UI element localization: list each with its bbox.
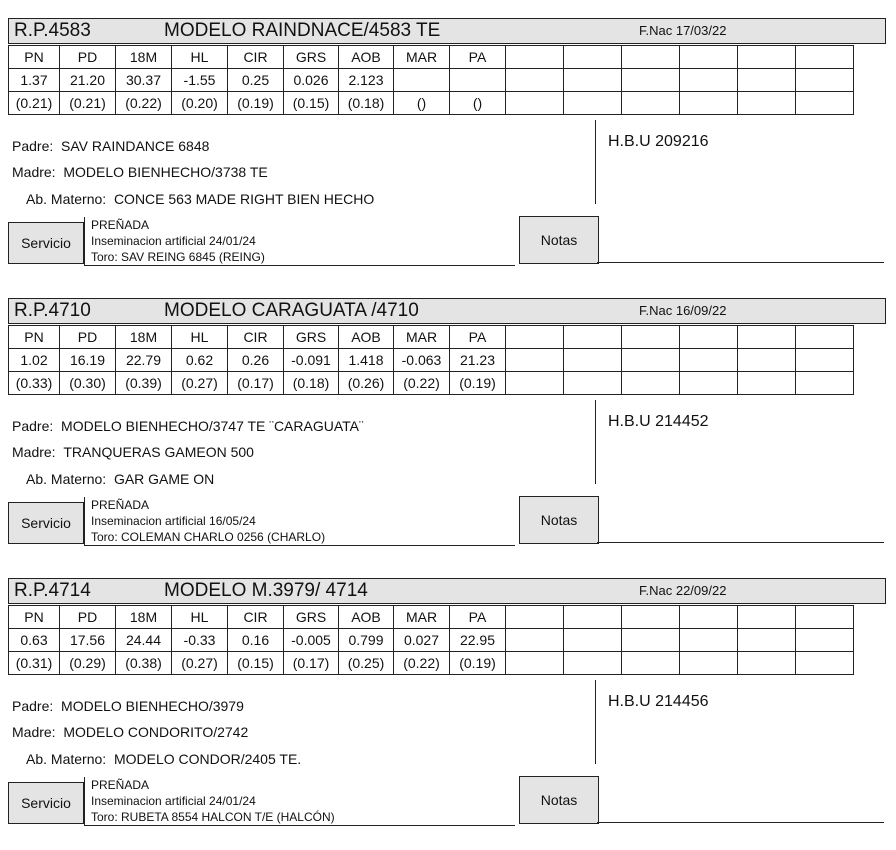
epd-cell: (0.30) <box>60 372 116 395</box>
ab-materno-label: Ab. Materno: <box>26 471 107 487</box>
hbu-number: H.B.U 214456 <box>608 693 709 710</box>
servicio-detail: Inseminacion artificial 24/01/24 <box>91 794 256 808</box>
pedigree-divider <box>595 400 596 484</box>
epd-cell: (0.15) <box>284 92 339 115</box>
epd-cell: HL <box>172 326 228 349</box>
servicio-button[interactable]: Servicio <box>8 782 84 824</box>
empty-cell <box>622 372 680 395</box>
empty-cell <box>622 349 680 372</box>
madre-value: MODELO BIENHECHO/3738 TE <box>63 164 268 180</box>
epd-accuracy-row <box>9 372 854 395</box>
empty-cell <box>738 629 796 652</box>
epd-values-row <box>9 69 854 92</box>
epd-cell: (0.22) <box>116 92 172 115</box>
empty-cell <box>680 349 738 372</box>
empty-cell <box>564 69 622 92</box>
empty-cell <box>506 69 564 92</box>
epd-cell: PN <box>9 46 60 69</box>
epd-cell: -1.55 <box>172 69 228 92</box>
empty-cell <box>622 652 680 675</box>
epd-values-row <box>9 629 854 652</box>
epd-cell: 22.95 <box>450 629 506 652</box>
birth-date: F.Nac 22/09/22 <box>639 583 727 598</box>
epd-cell: (0.17) <box>284 652 339 675</box>
epd-cell: (0.21) <box>60 92 116 115</box>
animal-name: MODELO M.3979/ 4714 <box>164 580 368 601</box>
empty-cell <box>506 652 564 675</box>
epd-cell: PA <box>450 46 506 69</box>
animal-record <box>8 18 888 280</box>
epd-cell: (0.18) <box>284 372 339 395</box>
epd-cell: (0.29) <box>60 652 116 675</box>
epd-cell: PD <box>60 326 116 349</box>
empty-cell <box>738 606 796 629</box>
padre-label: Padre: <box>12 418 54 434</box>
empty-cell <box>680 606 738 629</box>
madre-line <box>12 164 268 180</box>
epd-cell: 1.37 <box>9 69 60 92</box>
servicio-bull: Toro: RUBETA 8554 HALCON T/E (HALCÓN) <box>91 810 335 824</box>
epd-cell: MAR <box>394 46 450 69</box>
empty-cell <box>622 606 680 629</box>
empty-cell <box>796 92 854 115</box>
epd-cell: 2.123 <box>339 69 394 92</box>
epd-cell: HL <box>172 46 228 69</box>
epd-cell: 0.027 <box>394 629 450 652</box>
padre-value: MODELO BIENHECHO/3747 TE ¨CARAGUATA¨ <box>61 418 364 434</box>
empty-cell <box>680 46 738 69</box>
empty-cell <box>738 652 796 675</box>
animal-record <box>8 578 888 840</box>
record-header <box>8 298 886 324</box>
epd-cell: -0.33 <box>172 629 228 652</box>
padre-line <box>12 138 209 154</box>
epd-cell: GRS <box>284 326 339 349</box>
empty-cell <box>506 46 564 69</box>
epd-cell: 18M <box>116 606 172 629</box>
epd-cell: 0.63 <box>9 629 60 652</box>
empty-cell <box>680 326 738 349</box>
servicio-button[interactable]: Servicio <box>8 502 84 544</box>
madre-label: Madre: <box>12 724 56 740</box>
epd-cell <box>450 69 506 92</box>
epd-cell: (0.39) <box>116 372 172 395</box>
pedigree-divider <box>595 120 596 204</box>
epd-cell: () <box>394 92 450 115</box>
epd-cell: PN <box>9 606 60 629</box>
servicio-status: PREÑADA <box>91 778 150 792</box>
empty-cell <box>506 92 564 115</box>
empty-cell <box>506 349 564 372</box>
madre-label: Madre: <box>12 164 56 180</box>
epd-cell: HL <box>172 606 228 629</box>
notas-area[interactable] <box>597 776 884 823</box>
notas-button[interactable]: Notas <box>519 216 599 264</box>
epd-cell: (0.33) <box>9 372 60 395</box>
empty-cell <box>564 372 622 395</box>
epd-cell <box>394 69 450 92</box>
epd-table <box>8 605 854 675</box>
empty-cell <box>738 372 796 395</box>
epd-header-row <box>9 606 854 629</box>
ab-materno-line <box>26 191 374 207</box>
epd-cell: AOB <box>339 46 394 69</box>
empty-cell <box>564 349 622 372</box>
empty-cell <box>796 652 854 675</box>
epd-cell: (0.17) <box>228 372 284 395</box>
empty-cell <box>622 326 680 349</box>
empty-cell <box>796 606 854 629</box>
empty-cell <box>564 92 622 115</box>
ab-materno-label: Ab. Materno: <box>26 191 107 207</box>
epd-cell: CIR <box>228 606 284 629</box>
empty-cell <box>622 629 680 652</box>
epd-cell: 0.26 <box>228 349 284 372</box>
servicio-details <box>84 497 515 546</box>
epd-cell: GRS <box>284 606 339 629</box>
epd-cell: PA <box>450 326 506 349</box>
epd-cell: (0.25) <box>339 652 394 675</box>
epd-cell: -0.063 <box>394 349 450 372</box>
empty-cell <box>738 46 796 69</box>
animal-record <box>8 298 888 560</box>
epd-cell: AOB <box>339 326 394 349</box>
epd-cell: 1.02 <box>9 349 60 372</box>
servicio-bull: Toro: SAV REING 6845 (REING) <box>91 250 265 264</box>
pedigree-divider <box>595 680 596 764</box>
epd-cell: () <box>450 92 506 115</box>
empty-cell <box>564 652 622 675</box>
notas-button[interactable]: Notas <box>519 776 599 824</box>
epd-cell: (0.22) <box>394 652 450 675</box>
empty-cell <box>506 606 564 629</box>
madre-label: Madre: <box>12 444 56 460</box>
padre-label: Padre: <box>12 138 54 154</box>
epd-cell: PD <box>60 46 116 69</box>
epd-cell: 16.19 <box>60 349 116 372</box>
epd-cell: (0.19) <box>228 92 284 115</box>
empty-cell <box>622 92 680 115</box>
madre-value: TRANQUERAS GAMEON 500 <box>63 444 254 460</box>
epd-cell: MAR <box>394 326 450 349</box>
animal-name: MODELO CARAGUATA /4710 <box>164 300 419 321</box>
empty-cell <box>564 629 622 652</box>
empty-cell <box>796 326 854 349</box>
empty-cell <box>506 372 564 395</box>
epd-cell: 0.026 <box>284 69 339 92</box>
epd-cell: (0.26) <box>339 372 394 395</box>
epd-values-row <box>9 349 854 372</box>
notas-area[interactable] <box>597 496 884 543</box>
epd-cell: 21.23 <box>450 349 506 372</box>
birth-date: F.Nac 17/03/22 <box>639 23 727 38</box>
epd-cell: 18M <box>116 46 172 69</box>
ab-materno-line <box>26 751 301 767</box>
epd-cell: 30.37 <box>116 69 172 92</box>
epd-cell: 22.79 <box>116 349 172 372</box>
epd-cell: 0.25 <box>228 69 284 92</box>
epd-cell: CIR <box>228 326 284 349</box>
empty-cell <box>796 349 854 372</box>
epd-cell: PN <box>9 326 60 349</box>
empty-cell <box>506 326 564 349</box>
madre-line <box>12 444 254 460</box>
ab-materno-line <box>26 471 214 487</box>
hbu-number: H.B.U 214452 <box>608 413 709 430</box>
epd-cell: (0.19) <box>450 372 506 395</box>
servicio-status: PREÑADA <box>91 498 150 512</box>
epd-cell: 21.20 <box>60 69 116 92</box>
birth-date: F.Nac 16/09/22 <box>639 303 727 318</box>
epd-cell: 24.44 <box>116 629 172 652</box>
servicio-button[interactable]: Servicio <box>8 222 84 264</box>
empty-cell <box>564 606 622 629</box>
epd-cell: 0.799 <box>339 629 394 652</box>
padre-value: SAV RAINDANCE 6848 <box>61 138 210 154</box>
ab-materno-label: Ab. Materno: <box>26 751 107 767</box>
epd-accuracy-row <box>9 92 854 115</box>
epd-table <box>8 45 854 115</box>
madre-line <box>12 724 248 740</box>
rp-number: R.P.4714 <box>14 580 91 601</box>
servicio-detail: Inseminacion artificial 24/01/24 <box>91 234 256 248</box>
empty-cell <box>622 46 680 69</box>
epd-cell: (0.27) <box>172 372 228 395</box>
empty-cell <box>738 92 796 115</box>
empty-cell <box>680 69 738 92</box>
empty-cell <box>738 349 796 372</box>
padre-value: MODELO BIENHECHO/3979 <box>61 698 244 714</box>
epd-cell: (0.38) <box>116 652 172 675</box>
animal-name: MODELO RAINDNACE/4583 TE <box>164 20 441 41</box>
epd-cell: MAR <box>394 606 450 629</box>
epd-cell: 1.418 <box>339 349 394 372</box>
empty-cell <box>738 69 796 92</box>
notas-area[interactable] <box>597 216 884 263</box>
record-header <box>8 578 886 604</box>
empty-cell <box>564 326 622 349</box>
empty-cell <box>796 69 854 92</box>
empty-cell <box>680 629 738 652</box>
empty-cell <box>680 372 738 395</box>
epd-cell: PA <box>450 606 506 629</box>
servicio-status: PREÑADA <box>91 218 150 232</box>
empty-cell <box>622 69 680 92</box>
padre-line <box>12 698 244 714</box>
rp-number: R.P.4710 <box>14 300 91 321</box>
ab-materno-value: MODELO CONDOR/2405 TE. <box>113 751 302 767</box>
servicio-bull: Toro: COLEMAN CHARLO 0256 (CHARLO) <box>91 530 326 544</box>
ab-materno-value: GAR GAME ON <box>113 471 215 487</box>
epd-cell: CIR <box>228 46 284 69</box>
empty-cell <box>796 372 854 395</box>
madre-value: MODELO CONDORITO/2742 <box>63 724 249 740</box>
epd-cell: GRS <box>284 46 339 69</box>
padre-line <box>12 418 364 434</box>
servicio-details <box>84 777 515 826</box>
empty-cell <box>796 629 854 652</box>
padre-label: Padre: <box>12 698 54 714</box>
epd-cell: (0.31) <box>9 652 60 675</box>
epd-cell: 18M <box>116 326 172 349</box>
epd-cell: 17.56 <box>60 629 116 652</box>
notas-button[interactable]: Notas <box>519 496 599 544</box>
epd-cell: PD <box>60 606 116 629</box>
epd-cell: (0.22) <box>394 372 450 395</box>
epd-cell: (0.20) <box>172 92 228 115</box>
empty-cell <box>680 652 738 675</box>
epd-header-row <box>9 46 854 69</box>
servicio-detail: Inseminacion artificial 16/05/24 <box>91 514 256 528</box>
epd-cell: 0.16 <box>228 629 284 652</box>
epd-header-row <box>9 326 854 349</box>
empty-cell <box>680 92 738 115</box>
epd-cell: (0.19) <box>450 652 506 675</box>
epd-cell: -0.005 <box>284 629 339 652</box>
record-header <box>8 18 886 44</box>
empty-cell <box>564 46 622 69</box>
rp-number: R.P.4583 <box>14 20 91 41</box>
epd-cell: (0.18) <box>339 92 394 115</box>
ab-materno-value: CONCE 563 MADE RIGHT BIEN HECHO <box>113 191 375 207</box>
epd-cell: AOB <box>339 606 394 629</box>
epd-cell: (0.27) <box>172 652 228 675</box>
epd-cell: -0.091 <box>284 349 339 372</box>
empty-cell <box>796 46 854 69</box>
epd-table <box>8 325 854 395</box>
epd-cell: (0.15) <box>228 652 284 675</box>
empty-cell <box>738 326 796 349</box>
empty-cell <box>506 629 564 652</box>
hbu-number: H.B.U 209216 <box>608 133 709 150</box>
epd-cell: (0.21) <box>9 92 60 115</box>
servicio-details <box>84 217 515 266</box>
epd-accuracy-row <box>9 652 854 675</box>
epd-cell: 0.62 <box>172 349 228 372</box>
